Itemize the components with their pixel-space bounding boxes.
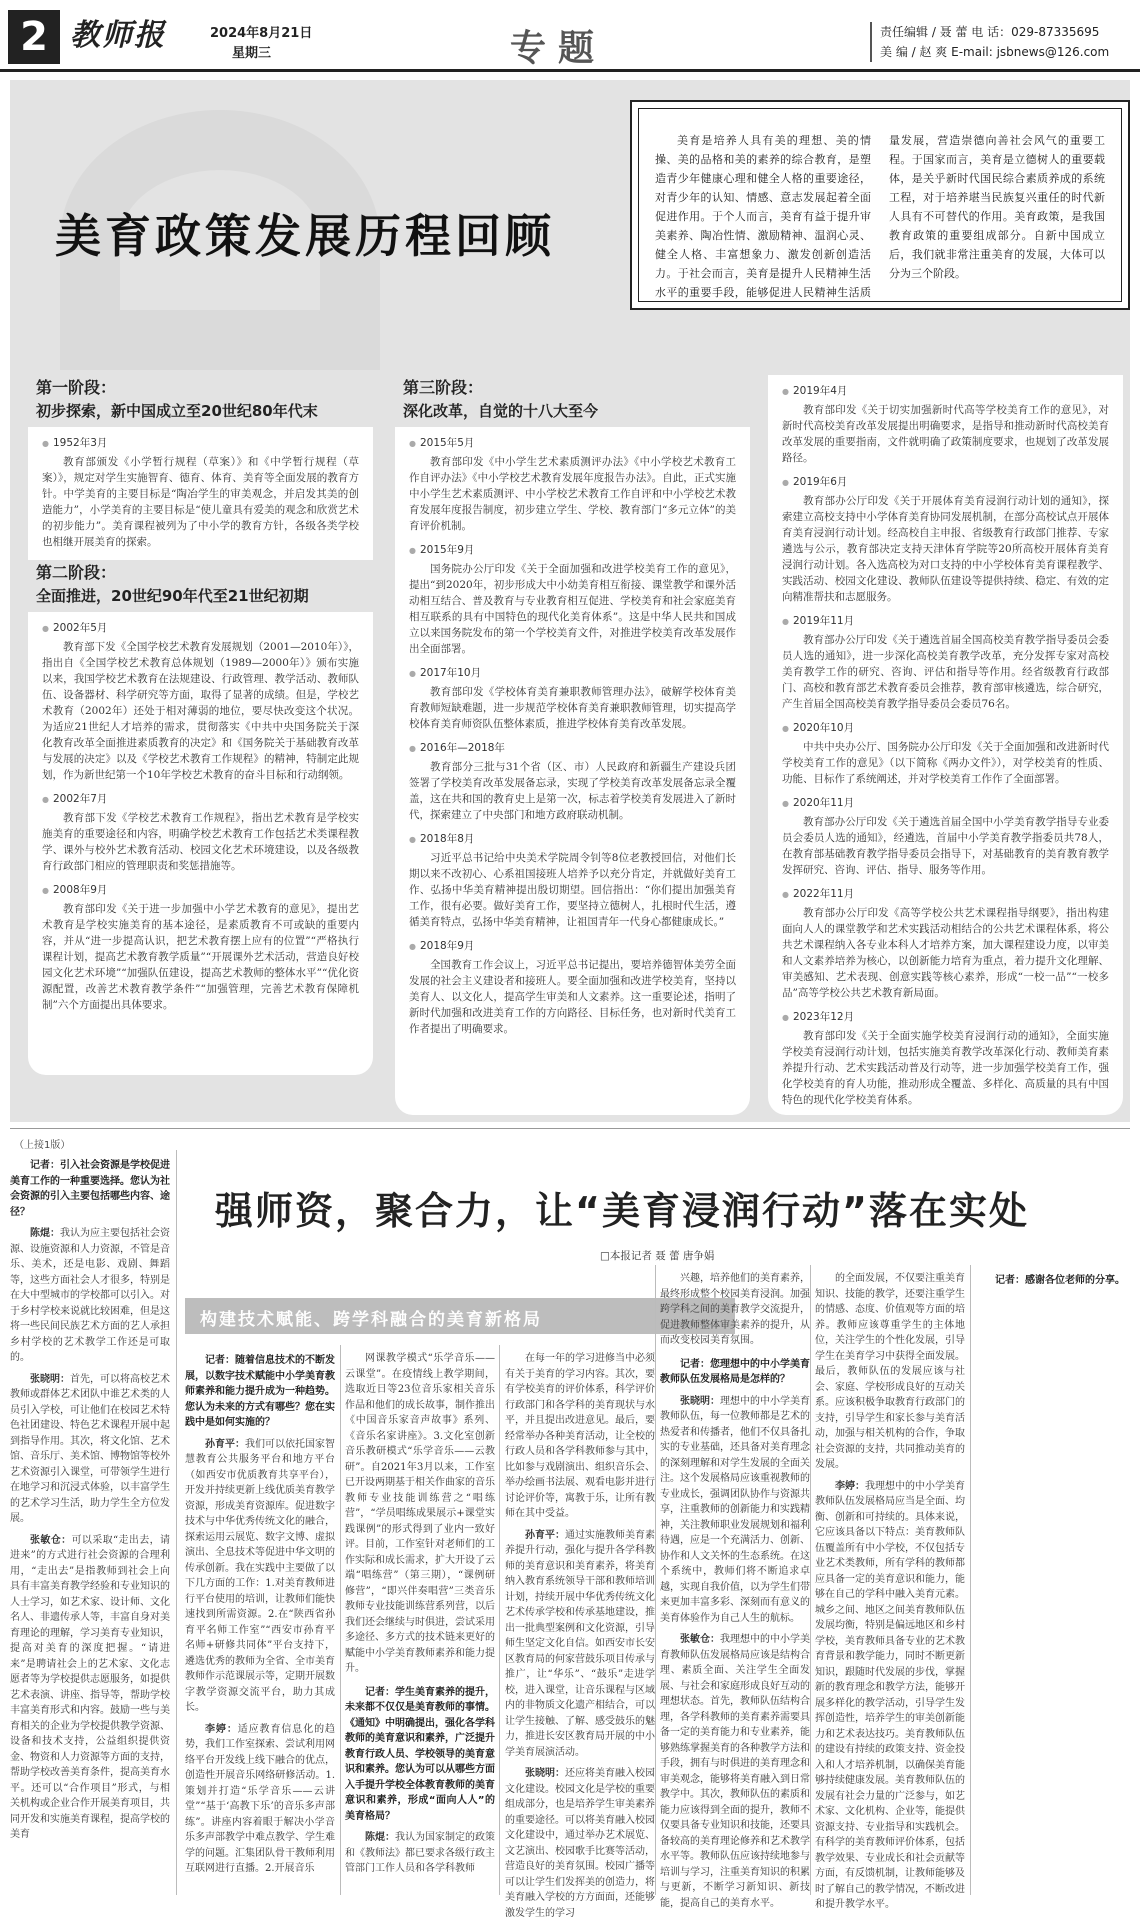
entry-date: ● 2015年5月: [409, 435, 736, 450]
side-column: [10, 1150, 170, 1895]
entry-text: 中共中央办公厅、国务院办公厅印发《关于全面加强和改进新时代学校美育工作的意见》（以下简称《两办文件》），对学校美育的性质、功能、目标作了系统阐述，并对学校美育工作作了全面部署。: [782, 741, 1109, 785]
entry-date: ● 2019年11月: [782, 613, 1109, 628]
answer-text: 兴趣，培养他们的美育素养，最终形成整个校园美育浸润。加强跨学科之间的美育教学交流提升，促进教师整体审美素养的提升，从而改变校园美育氛围。: [660, 1273, 810, 1346]
entry-text: 教育部办公厅印发《关于遴选首届全国中小学美育教学指导专业委员会委员人选的通知》，经遴选，首届中小学美育教学指委员共78人，在教育部基础教育教学指导委员会指导下，对基础教育的美育教育教学发挥研究、咨询、评估、指导、服务等作用。: [782, 816, 1109, 876]
speaker-name: 孙育平：: [205, 1438, 245, 1450]
entry-text: 教育部印发《关于全面实施学校美育浸润行动的通知》，全面实施学校美育浸润行动计划，包括实施美育教学改革深化行动、教师美育素养提升行动、艺术实践活动普及行动等，进一步加强学校美育工作，强化学校美育的育人功能，推动形成全覆盖、多样化、高质量的具有中国特色的现代化学校美育体系。: [782, 1030, 1109, 1106]
timeline-column-2: [395, 375, 750, 1115]
entry-text: 全国教育工作会议上，习近平总书记提出，要培养德智体美劳全面发展的社会主义建设者和接班人。要全面加强和改进学校美育，坚持以美育人、以文化人，提高学生审美和人文素养。这一重要论述，指明了新时代加强和改进美育工作的方向路径、目标任务，也对新时代美育工作者提出了明确要求。: [409, 959, 736, 1035]
entry-text: 教育部印发《关于切实加强新时代高等学校美育工作的意见》，对新时代高校美育改革发展提出明确要求，是指导和推动新时代高校美育改革发展的重要指南，文件就明确了政策制度要求，也规划了改革发展路径。: [782, 404, 1109, 464]
entry-text: 教育部印发《关于进一步加强中小学艺术教育的意见》，提出艺术教育是学校实施美育的基本途径，是素质教育不可或缺的重要内容，并从“进一步提高认识，把艺术教育摆上应有的位置”“严格执行课程计划，提高艺术教育教学质量”“开展课外艺术活动，营造良好校园文化艺术环境”“加强队伍建设，提高艺术教师的整体水平”“优化资源配置，改善艺术教育教学条件”“加强管理，完善艺术教育保障机制”六个方面提出具体要求。: [42, 903, 359, 1011]
entry-text: 教育部办公厅印发《关于遴选首届全国高校美育教学指导委员会委员人选的通知》，进一步深化高校美育教学改革，充分发挥专家对高校美育教学工作的研究、咨询、评估和指导等作用。经省级教育行政部门、高校和教育部艺术教育委员会推荐，教育部审核遴选，综合研究，产生首届全国高校美育教学指导委员会委员76名。: [782, 634, 1109, 710]
interview-answer: [345, 1351, 495, 1677]
interview-answer: [185, 1437, 335, 1716]
stage-2-subtitle: 全面推进，20世纪90年代至21世纪初期: [36, 587, 309, 605]
article-column-3: [505, 1345, 655, 1919]
stage-2-entries: [28, 620, 373, 1013]
entry-date: ● 2019年4月: [782, 383, 1109, 398]
answer-text: 的全面发展，不仅要注重美育知识、技能的教学，还要注重学生的情感、态度、价值观等方面的培养。教师应该尊重学生的主体地位，关注学生的个性化发展，引导学生在美育学习中获得全面发展。最后，教师队伍的发展应该与社会、家庭、学校形成良好的互动关系。应该积极争取教育行政部门的支持，引导学生和家长参与美育活动，加强与相关机构的合作，争取社会资源的支持，共同推动美育的发展。: [815, 1273, 965, 1470]
column-rule: [499, 1345, 500, 1895]
column-rule: [655, 1265, 656, 1895]
interview-question: 记者：引入社会资源是学校促进美育工作的一种重要选择。您认为社会资源的引入主要包括哪些内容、途径？: [10, 1160, 170, 1218]
timeline-entry: [395, 542, 750, 657]
speaker-name: 张敏仓：: [680, 1634, 720, 1645]
answer-text: 首先，可以将高校艺术教师或群体艺术团队中谁艺术类的人员引入学校，可让他们在校园艺术特色社团建设、特色艺术课程开展中起到指导作用。其次，将文化馆、艺术馆、音乐厅、美术馆、博物馆等校外艺术资源引入课堂，可带领学生进行在地学习和沉浸式体验，以丰富学生的艺术学习生活，助力学生全方位发展。: [10, 1373, 170, 1524]
article-subhead: 构建技术赋能、跨学科融合的美育新格局: [200, 1310, 542, 1330]
interview-answer: [185, 1722, 335, 1877]
speaker-name: 陈焜：: [365, 1832, 395, 1843]
stage-2-label: 第二阶段：: [36, 563, 117, 582]
stage-3-header: [395, 375, 750, 427]
article-column-2: [345, 1345, 495, 1895]
entry-text: 教育部颁发《小学暂行规程（草案）》和《中学暂行规程（草案）》，规定对学生实施智育、德育、体育、美育等全面发展的教育方针。中学美育的主要目标是“陶冶学生的审美观念，并启发其美的创造能力”，小学美育的主要目标是“使儿童具有爱美的观念和欣赏艺术的初步能力”。美育课程被列为了中小学的教育方针，各级各类学校也相继开展美育的探索。: [42, 456, 359, 548]
stage-3-entries: [395, 435, 750, 1037]
entry-date: ● 2016年—2018年: [409, 740, 736, 755]
timeline-entry: [28, 435, 373, 550]
editor-line: 责任编辑 / 聂 蕾 电 话：029-87335695: [880, 25, 1100, 39]
timeline-entry: [395, 831, 750, 930]
timeline-entry: [768, 795, 1123, 878]
timeline-entry: [768, 613, 1123, 712]
timeline-entry: [768, 720, 1123, 787]
entry-text: 教育部印发《学校体育美育兼职教师管理办法》，破解学校体育美育教师短缺难题，进一步规范学校体育美育兼职教师管理，切实提高学校体育美育师资队伍整体素质，推进学校体育美育改革发展。: [409, 686, 736, 730]
answer-text: 我认为应主要包括社会资源、设施资源和人力资源，不管是音乐、美术，还是电影、戏剧、舞蹈等，这些方面社会人才很多，特别是在大中型城市的学校都可以引入。对于乡村学校来说就比较困难，但是这将一些民间民族艺术方面的艺人承担乡村学校的艺术教学工作还是可取的。: [10, 1228, 170, 1363]
interview-answer: [660, 1271, 810, 1349]
timeline-entry: [28, 882, 373, 1013]
entry-text: 教育部办公厅印发《关于开展体育美育浸润行动计划的通知》，探索建立高校支持中小学体育美育协同发展机制，在部分高校试点开展体育美育浸润行动计划。经高校自主申报、省级教育行政部门推荐、专家遴选与公示，教育部决定支持天津体育学院等20所高校开展体育美育浸润行动计划。各入选高校为对口支持的中小学校体育美育课程教学、实践活动、校园文化建设、教师队伍建设等提供持续、稳定、有效的定向精准帮扶和志愿服务。: [782, 495, 1109, 603]
continuation-label: （上接1版）: [14, 1140, 71, 1151]
speaker-name: 李婷：: [835, 1480, 865, 1492]
timeline-entry: [768, 1009, 1123, 1108]
interview-question: 记者：学生美育素养的提升，未来都不仅仅是美育教师的事情。《通知》中明确提出，强化各学科教师的美育意识和素养，广泛提升教育行政人员、学校领导的美育意识和素养。您认为可以从哪些方面入手提升学校全体教育教师的美育意识和素养，形成“面向人人”的美育格局？: [345, 1686, 495, 1822]
entry-date: ● 2008年9月: [42, 882, 359, 897]
timeline-entry: [395, 665, 750, 732]
stage-1-subtitle: 初步探索，新中国成立至20世纪80年代末: [36, 402, 318, 420]
editor-info: [870, 22, 1135, 62]
entry-date: ● 2018年9月: [409, 938, 736, 953]
entry-text: 教育部下发《学校艺术教育工作规程》，指出艺术教育是学校实施美育的重要途径和内容，明确学校艺术教育工作包括艺术类课程教学、课外与校外艺术教育活动、校园文化艺术环境建设，以及各级教育行政部门相应的管理职责和奖惩措施等。: [42, 812, 359, 872]
timeline-entry: [395, 740, 750, 823]
answer-text: 通过实施教师美育素养提升行动，强化与提升各学科教师的美育意识和美育素养，将美育纳入教育系统领导干部和教师培训计划，持续开展中华优秀传统文化艺术传承学校和传承基地建设，推出一批典型案例和文化资源，引导师生坚定文化自信。如西安市长安区教育局的何家营鼓乐项目传承与推广，让“华乐”、“鼓乐”走进学校，进入课堂，让音乐课程与区域内的非物质文化遗产相结合，可以让学生接触、了解、感受鼓乐的魅力，推进长安区教育局开展的中小学美育展演活动。: [505, 1529, 655, 1758]
speaker-name: 李婷：: [205, 1723, 238, 1735]
column-rule: [176, 1150, 177, 1895]
entry-date: ● 2020年10月: [782, 720, 1109, 735]
interview-answer: [815, 1479, 965, 1913]
answer-text: 适应教育信息化的趋势，我们工作室探索、尝试利用网络平台开发线上线下融合的优点，创造性开展音乐网络研修活动。1.策划并打造“乐学音乐——云讲堂”“基于‘高教下乐’的音乐多声部练”。讲座内容着眼于解决小学音乐多声部教学中难点教学、学生难学的问题。汇集团队骨干教师利用互联网进行直播。2.开展音乐: [185, 1723, 336, 1874]
entry-date: ● 2023年12月: [782, 1009, 1109, 1024]
answer-text: 我理想中的中小学美育教师队伍发展格局应该是结构合理、素质全面、关注学生全面发展、与社会和家庭形成良好互动的理想状态。首先，教师队伍结构合理，各学科教师的美育素养需要具备一定的美育能力和专业素养，能够熟练掌握美育的各种教学方法和手段，拥有与时俱进的美育理念和审美观念，能够将美育融入到日常教学中。其次，教师队伍的素质和能力应该得到全面的提升，教师不仅要具备专业知识和技能，还要具备较高的美育理论修养和艺术教学水平等。教师队伍应该持续地参与培训与学习，注重美育知识的积累与更新，不断学习新知识、新技能，提高自己的美育水平。: [660, 1634, 810, 1909]
answer-text: 我理想中的中小学美育教师队伍发展格局应当是全面、均衡、创新和可持续的。具体来说，它应该具备以下特点：美育教师队伍覆盖所有中小学校，不仅包括专业艺术类教师，所有学科的教师都应具备一定的美育意识和能力，能够在自己的学科中融入美育元素。城乡之间、地区之间美育教师队伍发展均衡，特别是偏远地区和乡村学校，美育教师具备专业的艺术教育背景和教学能力，同时不断更新知识，跟随时代发展的步伐，掌握新的教育理念和教学方法，能够开展多样化的教学活动，引导学生发挥创造性，培养学生的审美创新能力和艺术表达技巧。美育教师队伍的建设有持续的政策支持、资金投入和人才培养机制，以确保美育能够持续健康发展。美育教师队伍的发展有社会力量的广泛参与，如艺术家、文化机构、企业等，能提供资源支持、专业指导和实践机会。有科学的美育教师评价体系，包括教学效果、专业成长和社会贡献等方面，有反馈机制，让教师能够及时了解自己的教学情况，不断改进和提升教学水平。: [815, 1480, 965, 1910]
answer-text: 还应将美育融入校园文化建设。校园文化是学校的重要组成部分，也是培养学生审美素养的重要途径。可以将美育融入校园文化建设中，通过举办艺术展览、文艺演出、校园歌手比赛等活动，营造良好的美育氛围。校园广播等可以让学生们发挥美的创造力，将美育融入学校的方方面面，还能够激发学生的学习: [505, 1768, 655, 1919]
timeline-entry: [768, 383, 1123, 466]
speaker-name: 张晓明：: [680, 1395, 720, 1407]
speaker-name: 张敏仓：: [30, 1534, 72, 1546]
stage-3-label: 第三阶段：: [403, 378, 484, 397]
timeline-column-1: [28, 375, 373, 1075]
entry-date: ● 2019年6月: [782, 474, 1109, 489]
timeline-entry: [768, 474, 1123, 605]
stage-3-subtitle: 深化改革，自觉的十八大至今: [403, 402, 599, 420]
entry-text: 国务院办公厅印发《关于全面加强和改进学校美育工作的意见》，提出“到2020年，初步形成大中小幼美育相互衔接、课堂教学和课外活动相互结合、普及教育与专业教育相互促进、学校美育和社会家庭美育相互联系的具有中国特色的现代化美育体系”。这是中华人民共和国成立以来国务院发布的第一个学校美育文件，对推进学校美育改革发展作出全面部署。: [409, 563, 736, 655]
column-rule: [810, 1265, 811, 1895]
entry-date: ● 2015年9月: [409, 542, 736, 557]
article-column-6: [975, 1265, 1130, 1895]
stage-1-label: 第一阶段：: [36, 378, 117, 397]
answer-text: 在每一年的学习进修当中必须有关于美育的学习内容。其次，要有学校美育的评价体系，科学评价行政部门和各学科的美育现状与水平，并且提出改进意见。最后，要经常举办各种美育活动，让全校的行政人员和各学科教师参与其中，比如参与戏剧演出、组织音乐会、举办绘画书法展、观看电影并进行讨论评价等，寓教于乐，让所有教师在其中受益。: [505, 1353, 655, 1519]
answer-text: 我们可以依托国家智慧教育公共服务平台和地方平台（如西安市优质教育共享平台），开发并持续更新上线优质美育教学资源，形成美育资源库。促进数字技术与中华优秀传统文化的融合，探索运用云展览、数字文博、虚拟演出、全息技术等促进中华文明的传承创新。我在实践中主要做了以下几方面的工作：1.对美育教师进行平台使用的培训，让教师们能快速找到所需资源。2.在“陕西省孙育平名师工作室”“西安市孙育平名师+研修共同体”平台支持下，遴选优秀的教师为全省、全市美育教师作示范课展示等，定期开展数字教学资源交流平台，助力其成长。: [185, 1438, 335, 1713]
entry-date: ● 2002年5月: [42, 620, 359, 635]
entry-date: ● 2002年7月: [42, 791, 359, 806]
speaker-name: 孙育平：: [525, 1529, 565, 1541]
issue-weekday: 星期三: [232, 46, 272, 61]
timeline-entry: [395, 435, 750, 534]
interview-answer: [10, 1226, 170, 1366]
entry-date: ● 2017年10月: [409, 665, 736, 680]
timeline-entry: [28, 791, 373, 874]
entry-text: 教育部下发《全国学校艺术教育发展规划（2001—2010年）》，指出自《全国学校艺术教育总体规划（1989—2000年）》颁布实施以来，我国学校艺术教育在法规建设、行政管理、教学活动、教师队伍、设备器材、科学研究等方面，取得了显著的成绩。但是，学校艺术教育（2002年）还处于相对薄弱的地位，要尽快改变这个状况。为适应21世纪人才培养的需求，贯彻落实《中共中央国务院关于深化教育改革全面推进素质教育的决定》和《国务院关于基础教育改革与发展的决定》以及《学校艺术教育工作规程》的精神，特制定此规划，作为新世纪第一个10年学校艺术教育的奋斗目标和行动纲领。: [42, 641, 359, 781]
interview-answer: [505, 1351, 655, 1522]
section-name: 专题: [510, 27, 607, 69]
entry-date: ● 2020年11月: [782, 795, 1109, 810]
article-column-1: [185, 1345, 335, 1895]
stage-1-entries: [28, 435, 373, 550]
interview-answer: [660, 1394, 810, 1627]
entry-text: 教育部印发《中小学生艺术素质测评办法》《中小学校艺术教育工作自评办法》《中小学校艺术教育发展年度报告办法》。自此，正式实施中小学生艺术素质测评、中小学校艺术教育工作自评和中小学校艺术教育发展年度报告制度，初步建立学生、学校、教育部门“多元立体”的美育评价机制。: [409, 456, 736, 532]
article-column-4: [660, 1265, 810, 1909]
section-divider: [10, 1128, 1130, 1129]
interview-answer: [10, 1372, 170, 1527]
interview-answer: [345, 1830, 495, 1877]
stage-2-header: [28, 560, 373, 612]
page-number: 2: [8, 10, 60, 64]
answer-text: 可以采取“走出去，请进来”的方式进行社会资源的合理利用，“走出去”是指教师到社会上向具有丰富美育教学经验和专业知识的人士学习，如艺术家、设计师、文化名人、非遗传承人等，丰富自身对美育理论的理解，学习美育专业知识，提高对美育的深度把握。“请进来”是聘请社会上的艺术家、文化志愿者等为学校提供志愿服务，如提供艺术表演、讲座、指导等，帮助学校丰富美育形式和内容。鼓励一些与美育相关的企业为学校提供教学资源、设备和技术支持，公益组织提供资金、物资和人力资源等方面的支持，帮助学校改善美育条件，提高美育水平。还可以“合作项目”形式，与相关机构或企业合作开展美育项目，共同开发和实施美育课程，提高学校的美育: [10, 1534, 170, 1840]
article-column-5: [815, 1265, 965, 1910]
newspaper-name: 教师报: [70, 18, 166, 53]
art-editor-line: 美 编 / 赵 爽 E-mail: jsbnews@126.com: [880, 45, 1110, 59]
article-title: 强师资，聚合力，让“美育浸润行动”落在实处: [215, 1189, 1029, 1233]
stage-3-continued-entries: [768, 383, 1123, 1108]
answer-text: 理想中的中小学美育教师队伍，每一位教师都是艺术的热爱者和传播者，他们不仅具备扎实的专业基础，还具备对美育理念的深刻理解和对学生发展的全面关注。这个发展格局应该重视教师的专业成长，强调团队协作与资源共享，注重教师的创新能力和实践精神，关注教师职业发展规划和福利待遇，应是一个充满活力、创新、协作和人文关怀的生态系统。在这个系统中，教师们将不断追求卓越，实现自我价值，以为学生们带来更加丰富多彩、深刻而有意义的美育体验作为自己人生的航标。: [660, 1395, 810, 1624]
interview-answer: [660, 1632, 810, 1911]
feature-title: 美育政策发展历程回顾: [55, 209, 555, 263]
issue-date: 2024年8月21日: [210, 26, 313, 41]
interview-question: 记者：感谢各位老师的分享。: [995, 1275, 1125, 1286]
entry-text: 教育部办公厅印发《高等学校公共艺术课程指导纲要》，指出构建面向人人的课堂教学和艺术实践活动相结合的公共艺术课程体系，将公共艺术课程纳入各专业本科人才培养方案，加大课程建设力度，以审美和人文素养培养为核心，以创新能力培育为重点，着力提升文化理解、审美感知、艺术表现、创意实践等核心素养，形成“一校一品”“一校多品”高等学校公共艺术教育新局面。: [782, 907, 1109, 999]
timeline-column-3: [768, 375, 1123, 1115]
interview-question: 记者：随着信息技术的不断发展，以数字技术赋能中小学美育教师素养和能力提升成为一种趋势。您认为未来的方式有哪些？您在实践中是如何实施的？: [185, 1355, 335, 1428]
column-rule: [970, 1265, 971, 1895]
interview-question: 记者：您理想中的中小学美育教师队伍发展格局是怎样的？: [660, 1358, 810, 1385]
intro-box: [630, 100, 1130, 310]
speaker-name: 张晓明：: [30, 1373, 70, 1385]
speaker-name: 张晓明：: [525, 1768, 565, 1779]
speaker-name: 陈焜：: [30, 1228, 60, 1239]
article-byline: □本报记者 聂 蕾 唐争娟: [600, 1250, 715, 1262]
column-rule: [340, 1345, 341, 1895]
interview-answer: [505, 1766, 655, 1921]
entry-text: 习近平总书记给中央美术学院周令钊等8位老教授回信，对他们长期以来不改初心、心系祖国接班人培养予以充分肯定，并就做好美育工作、弘扬中华美育精神提出殷切期望。回信指出：“你们提出加强美育工作，很有必要。做好美育工作，要坚持立德树人，扎根时代生活，遵循美育特点，弘扬中华美育精神，让祖国青年一代身心都健康成长。”: [409, 852, 736, 928]
intro-inner-frame: [638, 108, 1122, 302]
entry-text: 教育部分三批与31个省（区、市）人民政府和新疆生产建设兵团签署了学校美育改革发展备忘录，实现了学校美育改革发展备忘录全覆盖，这在共和国的教育史上是第一次，标志着学校美育发展进入了新时代，探索建立了中央部门和地方政府联动机制。: [409, 761, 736, 821]
intro-text: 美育是培养人具有美的理想、美的情操、美的品格和美的素养的综合教育，是塑造青少年健康心理和健全人格的重要途径，对青少年的认知、情感、意志发展起着全面促进作用。于个人而言，美育有益于提升审美素养、陶冶性情、激励精神、温润心灵、健全人格、丰富想象力、激发创新创造活力。于社会而言，美育是提升人民精神生活水平的重要手段，能够促进人民精神生活质量发展，营造崇德向善社会风气的重要工程。于国家而言，美育是立德树人的重要载体，是关乎新时代国民综合素质养成的系统工程，对于培养堪当民族复兴重任的时代新人具有不可替代的作用。美育政策，是我国教育政策的重要组成部分。自新中国成立后，我们就非常注重美育的发展，大体可以分为三个阶段。: [655, 134, 1105, 299]
answer-text: 网课教学模式“乐学音乐——云课堂”。在疫情线上教学期间，选取近日等23位音乐家相关音乐作品和他们的成长故事，制作推出《中国音乐家音声故事》系列、《音乐名家讲座》。3.文化室创新音乐教研模式“乐学音乐——云教研”。自2021年3月以来，工作室已开设两期基于相关作曲家的音乐教师专业技能训练营之“唱练营”，“学员唱练成果展示+课堂实践课例”的形式得到了业内一致好评。目前，工作室针对老师们的工作实际和成长需求，扩大开设了云端“唱练营”（第三期），“课例研修营”，“即兴伴奏唱营”三类音乐教师专业技能训练营系列营，以后我们还会继续与时俱进，尝试采用多途径、多方式的技术链来更好的赋能中小学美育教师素养和能力提升。: [345, 1353, 495, 1674]
answer-text: 我认为国家制定的政策和《教师法》都已要求各级行政主管部门工作人员和各学科教师: [345, 1832, 495, 1874]
interview-answer: [10, 1533, 170, 1843]
stage-1-header: [28, 375, 373, 427]
timeline-entry: [28, 620, 373, 783]
entry-date: ● 2022年11月: [782, 886, 1109, 901]
interview-answer: [815, 1271, 965, 1473]
entry-date: ● 2018年8月: [409, 831, 736, 846]
timeline-entry: [768, 886, 1123, 1001]
interview-answer: [505, 1528, 655, 1761]
entry-date: ● 1952年3月: [42, 435, 359, 450]
timeline-entry: [395, 938, 750, 1037]
